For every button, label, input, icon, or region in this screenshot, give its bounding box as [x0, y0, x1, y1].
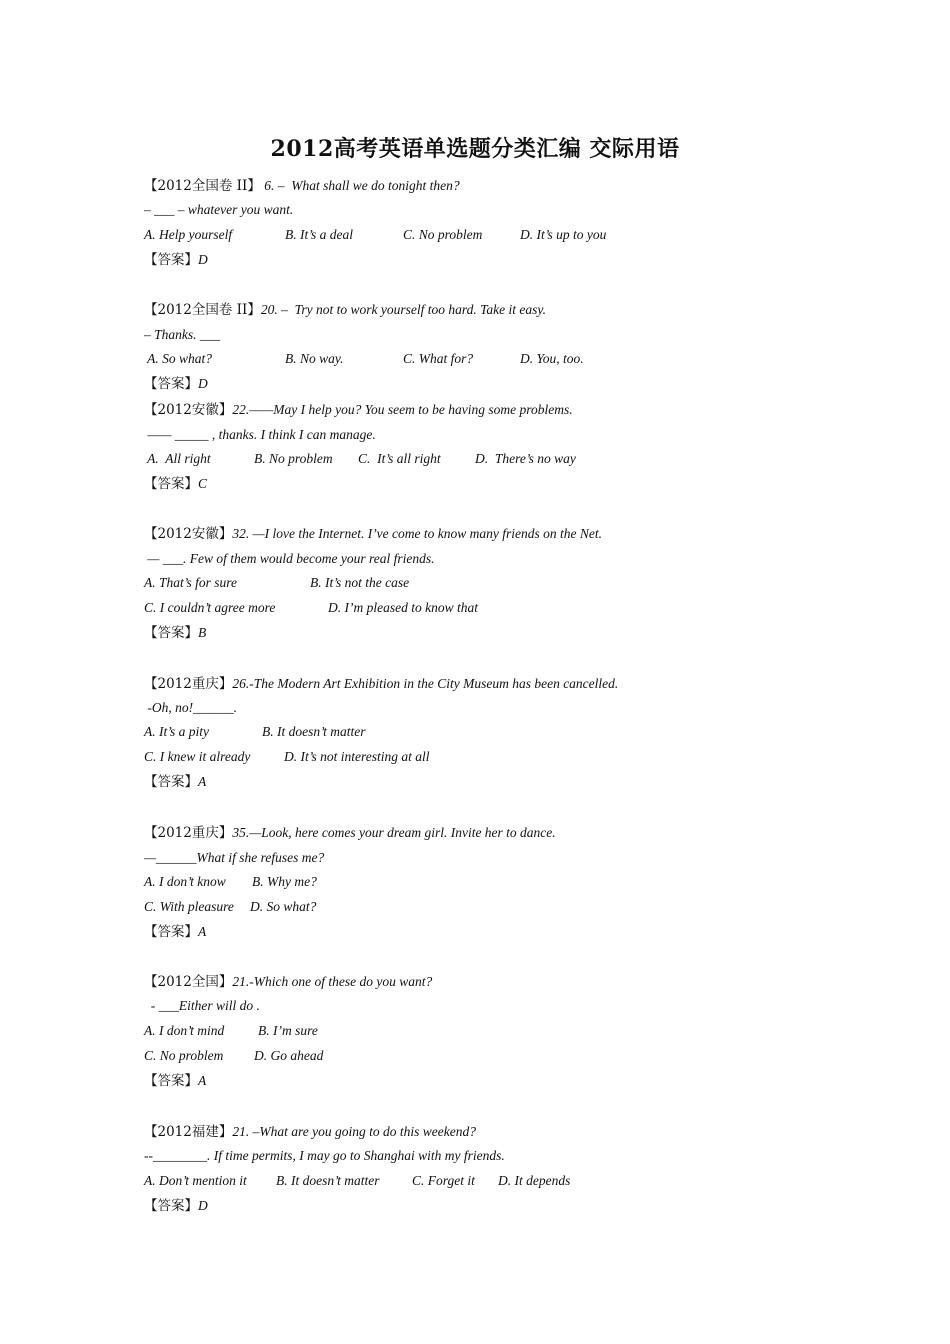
question-stem — [144, 401, 573, 419]
question-source-tag: 【2012重庆】 — [144, 825, 233, 841]
question-text: 20. – Try not to work yourself too hard. Take it easy. — [260, 302, 546, 317]
question-stem — [144, 824, 556, 842]
answer-value: A — [198, 774, 207, 789]
question-stem — [144, 301, 546, 319]
question-response: - ___Either will do . — [144, 998, 260, 1013]
answer-line — [144, 773, 206, 791]
option-a: A. It’s a pity — [144, 724, 209, 739]
question-response: --________. If time permits, I may go to Shanghai with my friends. — [144, 1148, 505, 1163]
question-source-tag: 【2012重庆】 — [144, 676, 233, 692]
question-source-tag: 【2012全国卷 II】 — [144, 302, 261, 318]
answer-line — [144, 923, 206, 941]
question-source-tag: 【2012全国】 — [144, 974, 233, 990]
question-stem — [144, 973, 432, 991]
option-b: B. It doesn’t matter — [262, 724, 366, 739]
answer-line — [144, 475, 207, 493]
option-c: C. It’s all right — [358, 451, 441, 466]
option-b: B. It’s not the case — [310, 575, 410, 590]
option-d: D. I’m pleased to know that — [328, 600, 478, 615]
question-source-tag: 【2012安徽】 — [144, 402, 233, 418]
question-text: 22.——May I help you? You seem to be having some problems. — [232, 402, 573, 417]
answer-label: 【答案】 — [144, 376, 198, 392]
question-text: 35.—Look, here comes your dream girl. Invite her to dance. — [232, 825, 556, 840]
option-c: C. I knew it already — [144, 749, 251, 764]
answer-label: 【答案】 — [144, 252, 198, 268]
answer-label: 【答案】 — [144, 1073, 198, 1089]
question-response: – Thanks. ___ — [144, 327, 221, 342]
option-c: C. I couldn’t agree more — [144, 600, 276, 615]
option-a: A. I don’t mind — [144, 1023, 225, 1038]
answer-value: B — [198, 625, 207, 640]
question-text: 21. –What are you going to do this weekend? — [232, 1124, 476, 1139]
answer-value: D — [198, 376, 208, 391]
option-b: B. I’m sure — [258, 1023, 318, 1038]
answer-label: 【答案】 — [144, 476, 198, 492]
answer-label: 【答案】 — [144, 924, 198, 940]
question-response: —— _____ , thanks. I think I can manage. — [144, 427, 376, 442]
answer-value: C — [198, 476, 208, 491]
option-c: C. No problem — [144, 1048, 224, 1063]
answer-line — [144, 375, 208, 393]
question-stem — [144, 177, 460, 195]
option-b: B. It’s a deal — [285, 227, 353, 242]
answer-value: D — [198, 1198, 208, 1213]
option-d: D. You, too. — [520, 351, 584, 366]
question-stem — [144, 525, 602, 543]
answer-line — [144, 1072, 206, 1090]
answer-value: A — [198, 1073, 207, 1088]
question-text: 32. —I love the Internet. I’ve come to know many friends on the Net. — [232, 526, 603, 541]
question-source-tag: 【2012全国卷 II】 — [144, 178, 261, 194]
answer-line — [144, 251, 208, 269]
option-a: A. All right — [144, 451, 211, 466]
option-b: B. No problem — [254, 451, 333, 466]
question-text: 6. – What shall we do tonight then? — [260, 178, 460, 193]
question-source-tag: 【2012福建】 — [144, 1124, 233, 1140]
option-b: B. It doesn’t matter — [276, 1173, 380, 1188]
option-b: B. Why me? — [252, 874, 317, 889]
option-a: A. That’s for sure — [144, 575, 238, 590]
answer-label: 【答案】 — [144, 1198, 198, 1214]
question-stem — [144, 1123, 476, 1141]
option-c: C. No problem — [403, 227, 483, 242]
option-c: C. What for? — [403, 351, 474, 366]
option-a: A. Help yourself — [144, 227, 233, 242]
option-d: D. It’s not interesting at all — [284, 749, 430, 764]
option-c: C. Forget it — [412, 1173, 475, 1188]
question-source-tag: 【2012安徽】 — [144, 526, 233, 542]
question-response: —______What if she refuses me? — [144, 850, 325, 865]
answer-value: D — [198, 252, 208, 267]
option-a: A. So what? — [144, 351, 213, 366]
answer-label: 【答案】 — [144, 774, 198, 790]
option-c: C. With pleasure — [144, 899, 234, 914]
option-b: B. No way. — [285, 351, 344, 366]
page-title: 2012高考英语单选题分类汇编 交际用语 — [270, 136, 680, 162]
option-a: A. Don’t mention it — [144, 1173, 247, 1188]
question-response: — ___. Few of them would become your real friends. — [144, 551, 435, 566]
answer-line — [144, 1197, 208, 1215]
question-response: – ___ – whatever you want. — [144, 202, 294, 217]
option-d: D. It’s up to you — [520, 227, 607, 242]
answer-label: 【答案】 — [144, 625, 198, 641]
question-response: -Oh, no!______. — [144, 700, 237, 715]
answer-line — [144, 624, 206, 642]
question-text: 21.-Which one of these do you want? — [232, 974, 433, 989]
option-d: D. Go ahead — [254, 1048, 324, 1063]
option-d: D. It depends — [498, 1173, 571, 1188]
option-d: D. So what? — [250, 899, 317, 914]
question-stem — [144, 675, 618, 693]
option-a: A. I don’t know — [144, 874, 226, 889]
option-d: D. There’s no way — [475, 451, 576, 466]
question-text: 26.-The Modern Art Exhibition in the City Museum has been cancelled. — [232, 676, 619, 691]
answer-value: A — [198, 924, 207, 939]
